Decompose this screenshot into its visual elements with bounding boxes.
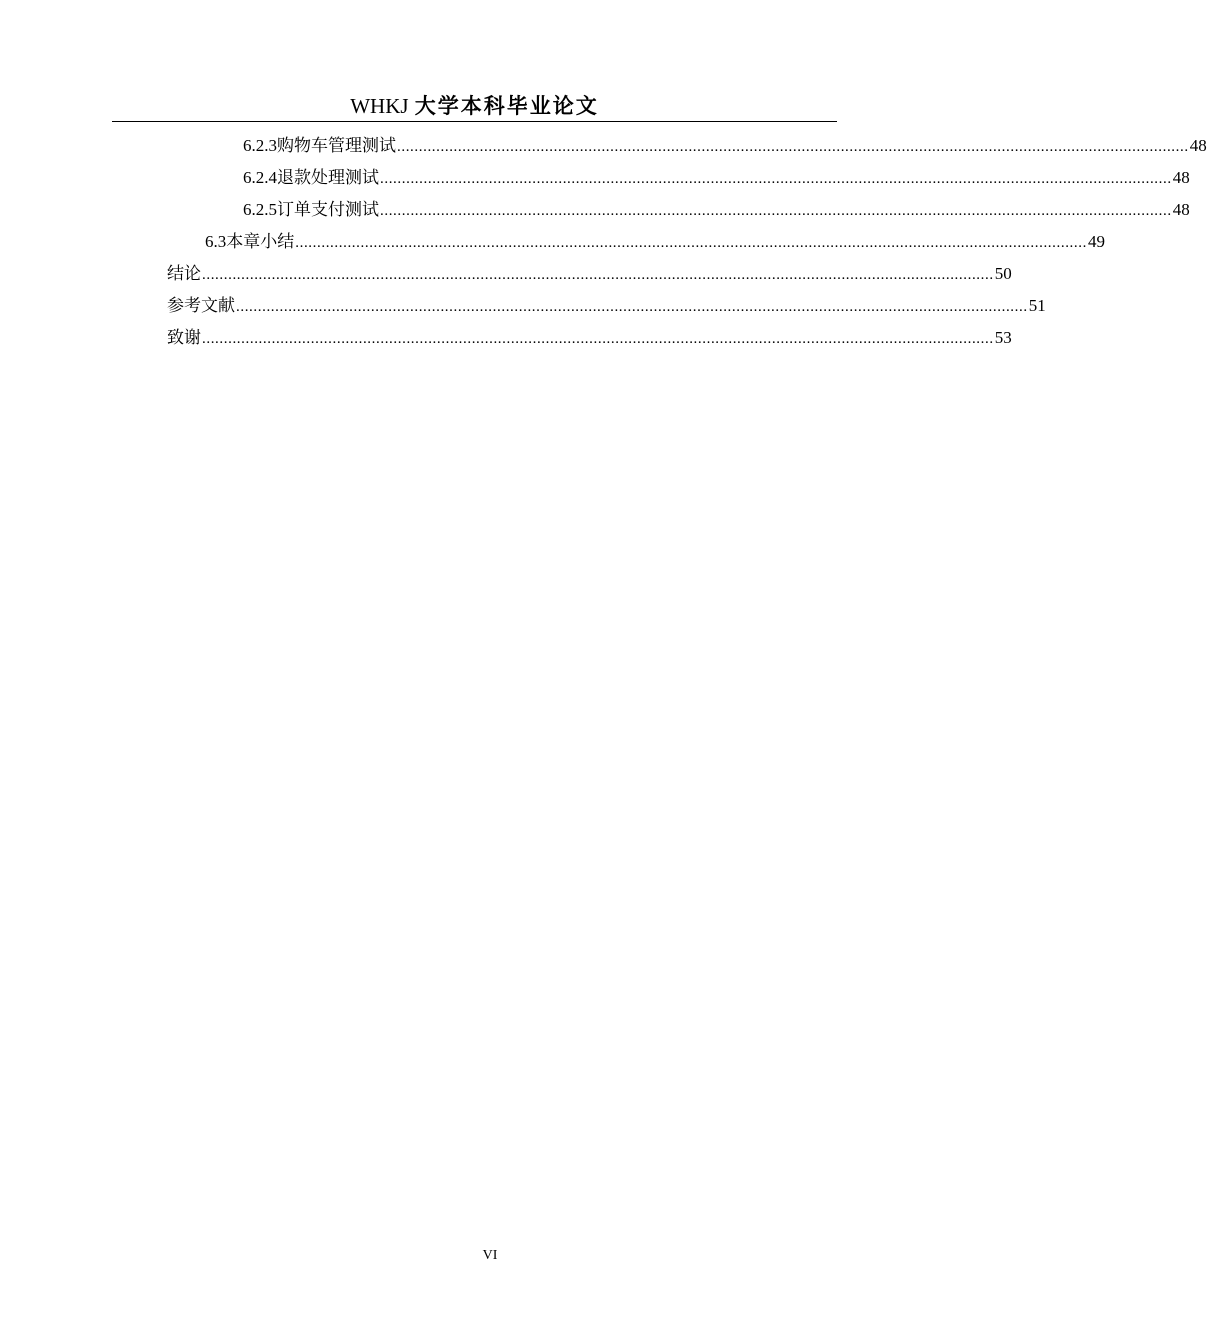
header-institution-code: WHKJ	[350, 94, 409, 118]
toc-entry-title: 退款处理测试	[277, 168, 379, 188]
toc-entry-conclusion[interactable]	[167, 258, 1012, 290]
header-rule	[112, 121, 837, 122]
toc-dot-leader: ......................................................................................................................................................................................	[380, 203, 1172, 219]
toc-entry-number: 6.2.5	[243, 200, 277, 219]
toc-entry-title: 结论	[167, 264, 201, 284]
toc-entry-title: 致谢	[167, 328, 201, 348]
toc-entry-number: 6.2.4	[243, 168, 277, 187]
toc-dot-leader: ......................................................................................................................................................................................	[202, 331, 994, 347]
toc-dot-leader: ......................................................................................................................................................................................	[397, 139, 1189, 155]
toc-entry-page: 48	[1172, 200, 1190, 219]
toc-entry-title: 参考文献	[167, 296, 235, 316]
toc-entry-number: 6.3	[205, 232, 227, 251]
toc-entry-page: 53	[994, 328, 1012, 347]
toc-entry-6-2-3[interactable]	[243, 130, 1207, 162]
toc-entry-acknowledgements[interactable]	[167, 322, 1012, 354]
toc-entry-6-3[interactable]	[205, 226, 1105, 258]
toc-entry-page: 51	[1028, 296, 1046, 315]
toc-dot-leader: ......................................................................................................................................................................................	[380, 171, 1172, 187]
toc-entry-title: 本章小结	[226, 232, 295, 252]
toc-entry-title: 订单支付测试	[277, 200, 379, 220]
page-number: VI	[482, 1248, 498, 1263]
toc-entry-page: 49	[1087, 232, 1105, 251]
toc-dot-leader: ......................................................................................................................................................................................	[202, 267, 994, 283]
toc-entry-number: 6.2.3	[243, 136, 277, 155]
toc-entry-6-2-4[interactable]	[243, 162, 1190, 194]
toc-entry-page: 50	[994, 264, 1012, 283]
toc-entry-page: 48	[1172, 168, 1190, 187]
toc-entry-6-2-5[interactable]	[243, 194, 1190, 226]
toc-dot-leader: ......................................................................................................................................................................................	[295, 235, 1087, 251]
toc-entry-references[interactable]	[167, 290, 1046, 322]
toc-dot-leader: ......................................................................................................................................................................................	[236, 299, 1028, 315]
header-thesis-title: 大学本科毕业论文	[414, 94, 599, 118]
toc-entry-title: 购物车管理测试	[277, 136, 396, 156]
page-header	[112, 92, 837, 120]
toc-entry-page: 48	[1189, 136, 1207, 155]
